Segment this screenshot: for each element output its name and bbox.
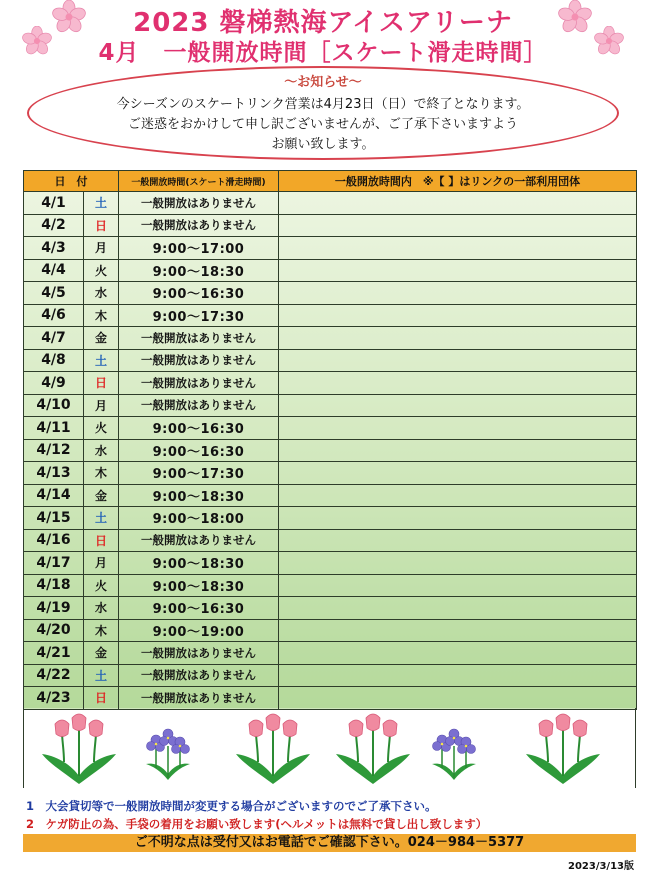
hours-cell: 一般開放はありません [119,687,279,710]
hours-cell: 一般開放はありません [119,349,279,372]
weekday-cell: 土 [84,192,119,215]
weekday-cell: 月 [84,394,119,417]
hours-cell: 9:00～17:30 [119,462,279,485]
date-cell: 4/20 [24,619,84,642]
table-header-row [24,171,637,192]
weekday-cell: 金 [84,484,119,507]
notes-header: 一般開放時間内 ※【 】はリンクの一部利用団体 [279,171,637,192]
hours-cell: 一般開放はありません [119,664,279,687]
notice-line: ご迷惑をおかけして申し訳ございませんが、ご了承下さいますよう [127,117,518,132]
table-row [24,282,637,305]
notice-line: お願い致します。 [271,137,375,152]
date-cell: 4/19 [24,597,84,620]
hours-cell: 9:00～18:00 [119,507,279,530]
weekday-cell: 金 [84,642,119,665]
table-row [24,417,637,440]
contact-bar: ご不明な点は受付又はお電話でご確認下さい。024－984－5377 [23,834,636,852]
date-cell: 4/18 [24,574,84,597]
weekday-cell: 日 [84,529,119,552]
notice-heading: ～お知らせ～ [284,75,362,90]
note-cell [279,687,637,710]
date-cell: 4/9 [24,372,84,395]
table-row [24,507,637,530]
table-row [24,462,637,485]
table-row [24,529,637,552]
note-cell [279,304,637,327]
date-cell: 4/10 [24,394,84,417]
date-cell: 4/23 [24,687,84,710]
weekday-cell: 火 [84,259,119,282]
schedule-table [23,170,637,710]
table-row [24,394,637,417]
date-cell: 4/8 [24,349,84,372]
table-row [24,304,637,327]
note-cell [279,597,637,620]
violet-icon [426,722,482,786]
weekday-cell: 木 [84,304,119,327]
date-cell: 4/2 [24,214,84,237]
date-cell: 4/17 [24,552,84,575]
table-row [24,439,637,462]
note-cell [279,462,637,485]
table-row [24,484,637,507]
date-cell: 4/4 [24,259,84,282]
table-row [24,619,637,642]
hours-cell: 9:00～17:30 [119,304,279,327]
hours-cell: 一般開放はありません [119,327,279,350]
weekday-cell: 木 [84,619,119,642]
note-number: 1 [26,799,35,813]
tulip-icon [40,710,118,790]
table-row [24,214,637,237]
table-row [24,237,637,260]
weekday-cell: 木 [84,462,119,485]
date-cell: 4/6 [24,304,84,327]
weekday-cell: 水 [84,597,119,620]
hours-cell: 9:00～18:30 [119,574,279,597]
date-cell: 4/3 [24,237,84,260]
note-cell [279,372,637,395]
hours-cell: 一般開放はありません [119,529,279,552]
weekday-cell: 月 [84,237,119,260]
flower-decoration [23,708,636,788]
hours-cell: 一般開放はありません [119,214,279,237]
tulip-icon [234,710,312,790]
weekday-cell: 土 [84,507,119,530]
note-cell [279,664,637,687]
table-row [24,574,637,597]
table-row [24,372,637,395]
note-cell [279,237,637,260]
date-cell: 4/22 [24,664,84,687]
weekday-cell: 土 [84,349,119,372]
note-cell [279,507,637,530]
date-cell: 4/1 [24,192,84,215]
hours-cell: 9:00～19:00 [119,619,279,642]
tulip-icon [524,710,602,790]
table-row [24,349,637,372]
weekday-cell: 水 [84,439,119,462]
date-cell: 4/12 [24,439,84,462]
note-text: 大会貸切等で一般開放時間が変更する場合がございますのでご了承下さい。 [45,799,437,813]
note-cell [279,619,637,642]
weekday-cell: 日 [84,214,119,237]
date-cell: 4/5 [24,282,84,305]
hours-cell: 9:00～16:30 [119,597,279,620]
hours-cell: 一般開放はありません [119,642,279,665]
hours-cell: 9:00～17:00 [119,237,279,260]
notice-line: 今シーズンのスケートリンク営業は4月23日（日）で終了となります。 [116,97,530,112]
hours-cell: 9:00～18:30 [119,484,279,507]
date-cell: 4/14 [24,484,84,507]
hours-cell: 一般開放はありません [119,394,279,417]
hours-cell: 9:00～18:30 [119,259,279,282]
hours-header: 一般開放時間(スケート滑走時間) [119,171,279,192]
note-cell [279,529,637,552]
note-cell [279,484,637,507]
note-cell [279,214,637,237]
hours-cell: 9:00～18:30 [119,552,279,575]
note-number: 2 [26,817,35,831]
weekday-cell: 火 [84,417,119,440]
date-cell: 4/21 [24,642,84,665]
table-row [24,687,637,710]
table-row [24,552,637,575]
weekday-cell: 水 [84,282,119,305]
table-row [24,192,637,215]
date-cell: 4/15 [24,507,84,530]
table-row [24,597,637,620]
note-cell [279,259,637,282]
page-title: 2023 磐梯熱海アイスアリーナ [133,8,513,38]
weekday-cell: 土 [84,664,119,687]
table-row [24,327,637,350]
version-label: 2023/3/13版 [567,861,634,872]
footer-note [26,798,437,814]
date-cell: 4/16 [24,529,84,552]
note-text: ケガ防止の為、手袋の着用をお願い致します(ヘルメットは無料で貸し出し致します） [45,817,488,831]
weekday-cell: 火 [84,574,119,597]
table-row [24,259,637,282]
hours-cell: 一般開放はありません [119,192,279,215]
note-cell [279,282,637,305]
date-cell: 4/7 [24,327,84,350]
page-subtitle: 4月 一般開放時間［スケート滑走時間］ [98,40,548,66]
note-cell [279,574,637,597]
note-cell [279,552,637,575]
weekday-cell: 日 [84,687,119,710]
note-cell [279,349,637,372]
weekday-cell: 月 [84,552,119,575]
note-cell [279,394,637,417]
note-cell [279,642,637,665]
note-cell [279,327,637,350]
hours-cell: 9:00～16:30 [119,282,279,305]
hours-cell: 9:00～16:30 [119,439,279,462]
date-cell: 4/11 [24,417,84,440]
table-row [24,664,637,687]
weekday-cell: 金 [84,327,119,350]
footer-note [26,816,487,832]
table-row [24,642,637,665]
weekday-cell: 日 [84,372,119,395]
hours-cell: 一般開放はありません [119,372,279,395]
hours-cell: 9:00～16:30 [119,417,279,440]
note-cell [279,192,637,215]
date-cell: 4/13 [24,462,84,485]
tulip-icon [334,710,412,790]
violet-icon [140,722,196,786]
note-cell [279,417,637,440]
date-header: 日 付 [24,171,119,192]
note-cell [279,439,637,462]
